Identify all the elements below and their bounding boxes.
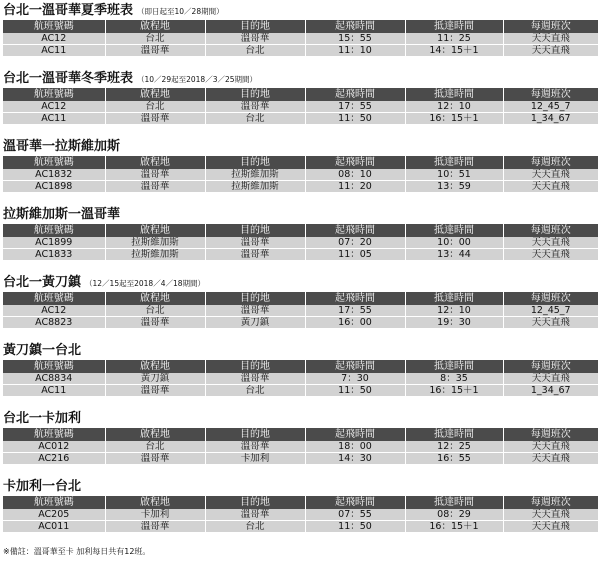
- column-header: 目的地: [205, 224, 305, 237]
- table-cell: 16：00: [305, 317, 405, 329]
- table-cell: 11：50: [305, 385, 405, 397]
- table-cell: 溫哥華: [205, 373, 305, 385]
- table-row: [3, 33, 598, 45]
- section-title-text: 台北一卡加利: [3, 411, 82, 426]
- column-header: 每週班次: [503, 20, 598, 33]
- column-header: 啟程地: [105, 88, 205, 101]
- table-cell: 拉斯維加斯: [105, 237, 205, 249]
- flight-table: [3, 496, 598, 532]
- table-cell: 13：59: [405, 181, 503, 193]
- table-cell: AC1898: [3, 181, 105, 193]
- table-row: [3, 181, 598, 193]
- table-cell: 天天直飛: [503, 249, 598, 261]
- column-header: 起飛時間: [305, 224, 405, 237]
- table-row: [3, 441, 598, 453]
- table-cell: 1_34_67: [503, 385, 598, 397]
- table-cell: 12：25: [405, 441, 503, 453]
- table-cell: AC1833: [3, 249, 105, 261]
- table-header-row: [3, 360, 598, 373]
- table-cell: 17：55: [305, 305, 405, 317]
- table-cell: 台北: [105, 101, 205, 113]
- table-cell: 溫哥華: [105, 113, 205, 125]
- table-cell: AC011: [3, 521, 105, 533]
- table-cell: 08：29: [405, 509, 503, 521]
- section-title-text: 黃刀鎮一台北: [3, 343, 82, 358]
- column-header: 抵達時間: [405, 360, 503, 373]
- table-cell: 拉斯維加斯: [205, 181, 305, 193]
- column-header: 啟程地: [105, 20, 205, 33]
- section-title: [3, 71, 257, 87]
- column-header: 目的地: [205, 156, 305, 169]
- table-cell: 11：25: [405, 33, 503, 45]
- column-header: 航班號碼: [3, 224, 105, 237]
- table-cell: 天天直飛: [503, 521, 598, 533]
- column-header: 目的地: [205, 428, 305, 441]
- table-header-row: [3, 88, 598, 101]
- table-cell: 卡加利: [105, 509, 205, 521]
- table-row: [3, 101, 598, 113]
- table-cell: 天天直飛: [503, 441, 598, 453]
- section-title: [3, 411, 85, 427]
- section-title-text: 台北一溫哥華夏季班表: [3, 3, 134, 18]
- table-cell: 11：10: [305, 45, 405, 57]
- column-header: 航班號碼: [3, 88, 105, 101]
- table-cell: 14：30: [305, 453, 405, 465]
- column-header: 抵達時間: [405, 224, 503, 237]
- table-cell: 16：55: [405, 453, 503, 465]
- table-cell: 溫哥華: [205, 249, 305, 261]
- column-header: 啟程地: [105, 156, 205, 169]
- column-header: 航班號碼: [3, 428, 105, 441]
- column-header: 航班號碼: [3, 292, 105, 305]
- table-cell: 16：15＋1: [405, 385, 503, 397]
- table-cell: 溫哥華: [205, 33, 305, 45]
- table-cell: 11：50: [305, 113, 405, 125]
- table-row: [3, 113, 598, 125]
- table-row: [3, 305, 598, 317]
- table-cell: 台北: [205, 385, 305, 397]
- table-cell: 13：44: [405, 249, 503, 261]
- table-cell: 天天直飛: [503, 181, 598, 193]
- column-header: 抵達時間: [405, 292, 503, 305]
- table-cell: 天天直飛: [503, 169, 598, 181]
- section-title: [3, 139, 124, 155]
- table-row: [3, 45, 598, 57]
- table-cell: 12：10: [405, 305, 503, 317]
- flight-table: [3, 224, 598, 260]
- table-cell: 台北: [205, 113, 305, 125]
- flight-table: [3, 88, 598, 124]
- section-date-note: （12／15起至2018／4／18期間）: [85, 279, 206, 288]
- table-cell: 台北: [105, 441, 205, 453]
- table-cell: 天天直飛: [503, 317, 598, 329]
- table-row: [3, 373, 598, 385]
- column-header: 起飛時間: [305, 496, 405, 509]
- table-cell: 黃刀鎮: [205, 317, 305, 329]
- table-cell: AC11: [3, 113, 105, 125]
- table-cell: 11：05: [305, 249, 405, 261]
- table-cell: 16：15＋1: [405, 113, 503, 125]
- table-cell: AC11: [3, 385, 105, 397]
- table-cell: 台北: [205, 521, 305, 533]
- table-cell: 12_45_7: [503, 305, 598, 317]
- table-cell: 14：15＋1: [405, 45, 503, 57]
- table-header-row: [3, 292, 598, 305]
- flight-table: [3, 292, 598, 328]
- table-header-row: [3, 156, 598, 169]
- column-header: 每週班次: [503, 88, 598, 101]
- table-header-row: [3, 428, 598, 441]
- table-cell: 天天直飛: [503, 237, 598, 249]
- table-cell: AC12: [3, 33, 105, 45]
- table-cell: 天天直飛: [503, 373, 598, 385]
- table-cell: AC8823: [3, 317, 105, 329]
- table-row: [3, 237, 598, 249]
- column-header: 目的地: [205, 88, 305, 101]
- table-cell: 溫哥華: [205, 441, 305, 453]
- table-cell: 溫哥華: [205, 305, 305, 317]
- table-cell: 7：30: [305, 373, 405, 385]
- table-row: [3, 509, 598, 521]
- section-title: [3, 207, 124, 223]
- section-title: [3, 343, 85, 359]
- table-cell: AC12: [3, 101, 105, 113]
- column-header: 啟程地: [105, 428, 205, 441]
- table-header-row: [3, 496, 598, 509]
- table-cell: 1_34_67: [503, 113, 598, 125]
- flight-table: [3, 360, 598, 396]
- flight-table: [3, 428, 598, 464]
- column-header: 抵達時間: [405, 20, 503, 33]
- table-cell: AC1832: [3, 169, 105, 181]
- column-header: 抵達時間: [405, 496, 503, 509]
- section-title: [3, 479, 85, 495]
- column-header: 航班號碼: [3, 20, 105, 33]
- table-cell: 17：55: [305, 101, 405, 113]
- section-title: [3, 3, 224, 19]
- section-title-text: 拉斯維加斯一溫哥華: [3, 207, 121, 222]
- column-header: 每週班次: [503, 496, 598, 509]
- column-header: 航班號碼: [3, 360, 105, 373]
- column-header: 抵達時間: [405, 428, 503, 441]
- column-header: 啟程地: [105, 496, 205, 509]
- table-cell: 11：20: [305, 181, 405, 193]
- table-cell: 溫哥華: [105, 453, 205, 465]
- table-row: [3, 169, 598, 181]
- table-cell: AC216: [3, 453, 105, 465]
- section-title-text: 台北一溫哥華冬季班表: [3, 71, 134, 86]
- table-cell: 台北: [105, 305, 205, 317]
- column-header: 起飛時間: [305, 360, 405, 373]
- table-cell: AC11: [3, 45, 105, 57]
- footnote: ※備註：溫哥華至卡 加利每日共有12班。: [3, 547, 151, 556]
- column-header: 起飛時間: [305, 156, 405, 169]
- table-cell: AC1899: [3, 237, 105, 249]
- section-title-text: 溫哥華一拉斯維加斯: [3, 139, 121, 154]
- column-header: 航班號碼: [3, 156, 105, 169]
- table-cell: 07：20: [305, 237, 405, 249]
- column-header: 每週班次: [503, 224, 598, 237]
- table-cell: 12：10: [405, 101, 503, 113]
- section-title: [3, 275, 205, 291]
- table-header-row: [3, 20, 598, 33]
- table-row: [3, 249, 598, 261]
- table-cell: 溫哥華: [205, 509, 305, 521]
- column-header: 目的地: [205, 496, 305, 509]
- table-cell: 19：30: [405, 317, 503, 329]
- table-cell: 台北: [205, 45, 305, 57]
- table-cell: 12_45_7: [503, 101, 598, 113]
- column-header: 抵達時間: [405, 88, 503, 101]
- section-title-text: 台北一黃刀鎮: [3, 275, 82, 290]
- column-header: 每週班次: [503, 360, 598, 373]
- table-row: [3, 385, 598, 397]
- table-cell: 10：51: [405, 169, 503, 181]
- table-cell: 天天直飛: [503, 509, 598, 521]
- column-header: 起飛時間: [305, 428, 405, 441]
- table-cell: 溫哥華: [105, 45, 205, 57]
- table-cell: AC205: [3, 509, 105, 521]
- flight-table: [3, 20, 598, 56]
- table-cell: 溫哥華: [105, 181, 205, 193]
- table-cell: 溫哥華: [205, 101, 305, 113]
- section-date-note: （即日起至10／28期間）: [137, 7, 224, 16]
- table-cell: 溫哥華: [205, 237, 305, 249]
- table-cell: AC12: [3, 305, 105, 317]
- table-cell: 溫哥華: [105, 317, 205, 329]
- table-cell: 溫哥華: [105, 385, 205, 397]
- table-row: [3, 521, 598, 533]
- table-cell: AC012: [3, 441, 105, 453]
- column-header: 起飛時間: [305, 88, 405, 101]
- table-cell: 18：00: [305, 441, 405, 453]
- column-header: 起飛時間: [305, 292, 405, 305]
- table-row: [3, 453, 598, 465]
- table-cell: 08：10: [305, 169, 405, 181]
- table-cell: 11：50: [305, 521, 405, 533]
- table-row: [3, 317, 598, 329]
- column-header: 每週班次: [503, 428, 598, 441]
- column-header: 每週班次: [503, 156, 598, 169]
- flight-table: [3, 156, 598, 192]
- column-header: 航班號碼: [3, 496, 105, 509]
- section-title-text: 卡加利一台北: [3, 479, 82, 494]
- table-cell: 10：00: [405, 237, 503, 249]
- column-header: 每週班次: [503, 292, 598, 305]
- section-date-note: （10／29起至2018／3／25期間）: [137, 75, 258, 84]
- column-header: 抵達時間: [405, 156, 503, 169]
- table-cell: 天天直飛: [503, 453, 598, 465]
- table-cell: 台北: [105, 33, 205, 45]
- table-cell: 拉斯維加斯: [105, 249, 205, 261]
- table-cell: 天天直飛: [503, 33, 598, 45]
- column-header: 啟程地: [105, 360, 205, 373]
- table-cell: 15：55: [305, 33, 405, 45]
- table-cell: 卡加利: [205, 453, 305, 465]
- column-header: 目的地: [205, 292, 305, 305]
- column-header: 目的地: [205, 360, 305, 373]
- column-header: 目的地: [205, 20, 305, 33]
- table-cell: 溫哥華: [105, 169, 205, 181]
- column-header: 啟程地: [105, 224, 205, 237]
- table-cell: 16：15＋1: [405, 521, 503, 533]
- table-header-row: [3, 224, 598, 237]
- table-cell: 拉斯維加斯: [205, 169, 305, 181]
- table-cell: 8：35: [405, 373, 503, 385]
- table-cell: AC8834: [3, 373, 105, 385]
- column-header: 起飛時間: [305, 20, 405, 33]
- table-cell: 黃刀鎮: [105, 373, 205, 385]
- column-header: 啟程地: [105, 292, 205, 305]
- table-cell: 07：55: [305, 509, 405, 521]
- table-cell: 天天直飛: [503, 45, 598, 57]
- table-cell: 溫哥華: [105, 521, 205, 533]
